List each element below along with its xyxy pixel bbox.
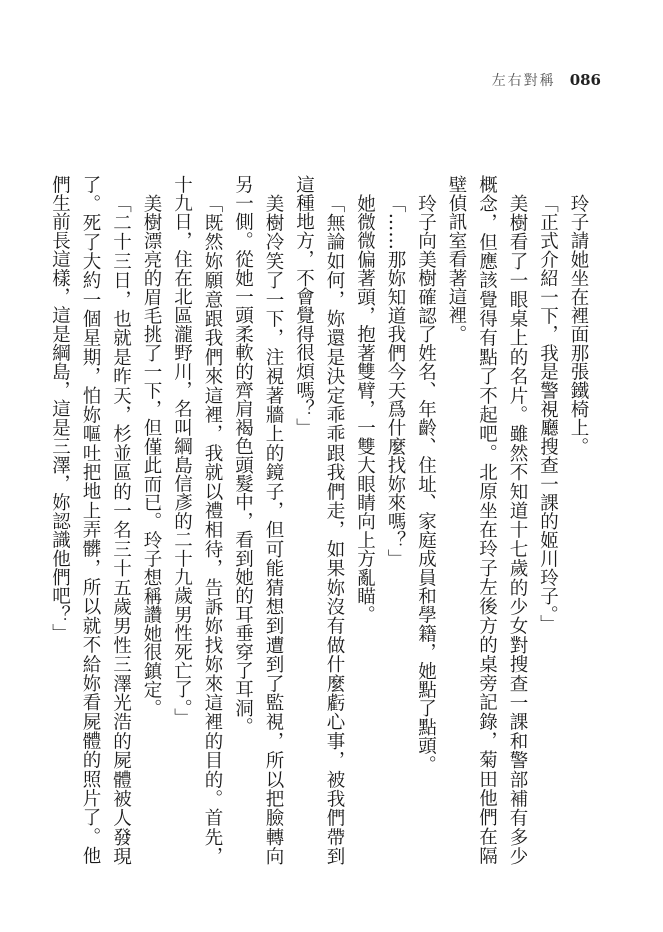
page-header [492,70,601,90]
paragraph: 美樹冷笑了一下，注視著牆上的鏡子，但可能猜想到遭到了監視，所以把臉轉向另一側。從她一頭柔軟的齊肩褐色頭髮中，看到她的耳垂穿了耳洞。 [232,175,284,865]
page-number: 086 [569,71,601,89]
paragraph: 玲子向美樹確認了姓名、年齡、住址、家庭成員和學籍，她點了點頭。 [415,193,437,774]
paragraph: 「正式介紹一下，我是警視廳搜查一課的姬川玲子。」 [537,193,559,634]
paragraph: 美樹看了一眼桌上的名片。雖然不知道十七歲的少女對搜查一課和警部補有多少概念，但應該覺得有點了不起吧。北原坐在玲子左後方的桌旁記錄，菊田他們在隔壁偵訊室看著這裡。 [446,175,528,865]
book-title: 左右對稱 [491,73,556,89]
paragraph: 「二十三日，也就是昨天，杉並區的一名三十五歲男性三澤光浩的屍體被人發現了。死了大約一個星期，怕妳嘔吐把地上弄髒，所以就不給妳看屍體的照片了。他們生前長這樣，這是綱島，這是三澤，妳認識他們吧？」 [49,175,132,865]
paragraph: 「……那妳知道我們今天爲什麼找妳來嗎？」 [385,193,406,568]
paragraph: 她微微偏著頭，抱著雙臂，一雙大眼睛向上方亂瞄。 [354,193,376,624]
body-text [49,175,593,865]
paragraph: 「無論如何，妳還是決定乖乖跟我們走，如果妳沒有做什麼虧心事，被我們帶到這種地方，不會覺得很煩嗎？」 [293,175,345,865]
paragraph: 玲子請她坐在裡面那張鐵椅上。 [568,193,589,456]
paragraph: 美樹漂亮的眉毛挑了一下，但僅此而已。玲子想稱讚她很鎮定。 [141,193,162,718]
paragraph: 「既然妳願意跟我們來這裡，我就以禮相待，告訴妳找妳來這裡的目的。首先，十九日，住在北區瀧野川，名叫綱島信彥的二十九歲男性死亡了。」 [171,175,223,865]
